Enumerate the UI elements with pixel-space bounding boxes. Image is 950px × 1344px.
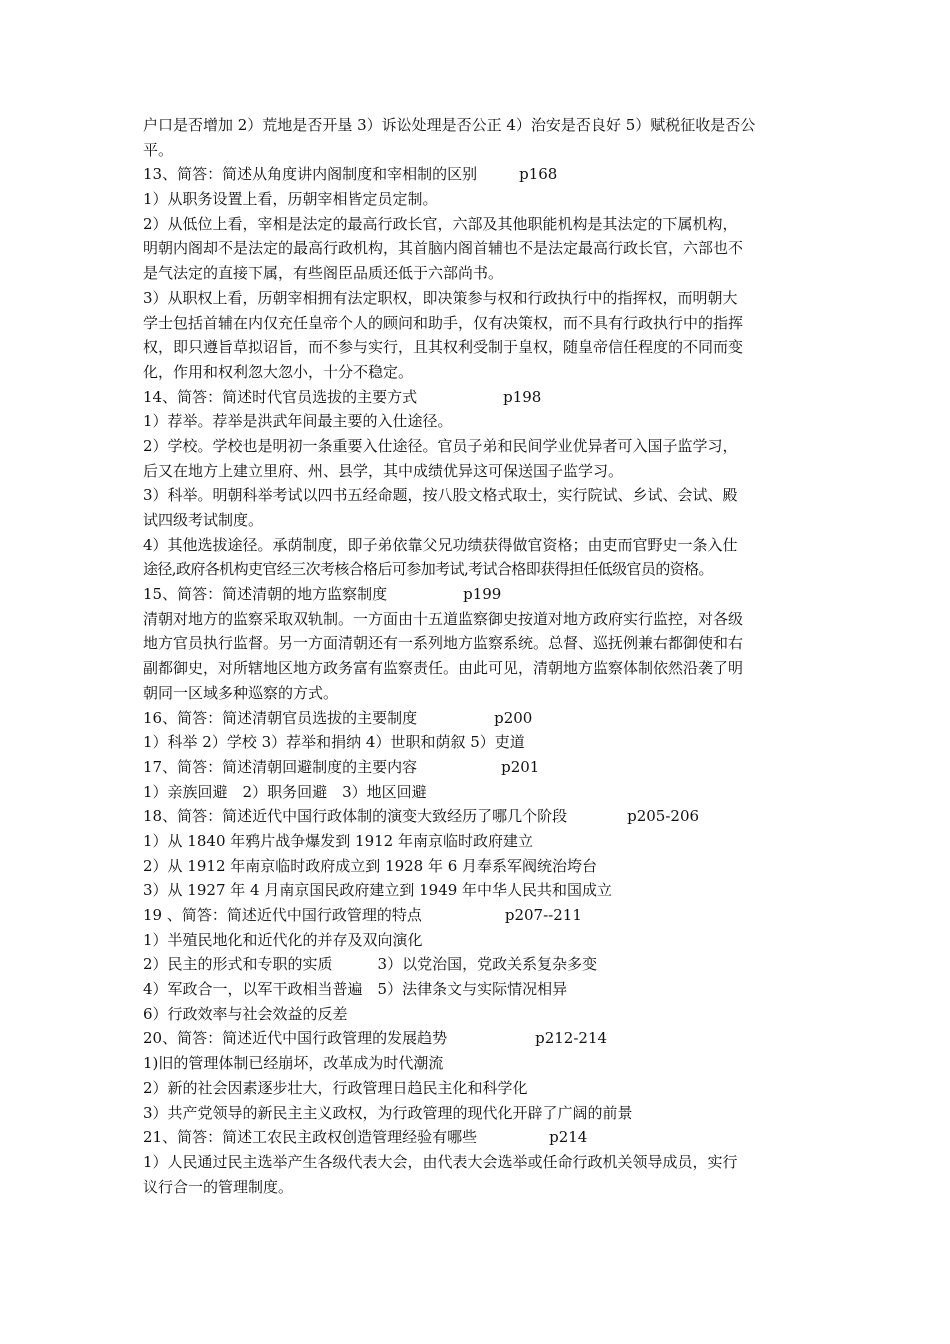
text-line <box>143 681 813 706</box>
question-text: 21、简答：简述工农民主政权创造管理经验有哪些 <box>143 1128 478 1147</box>
line-text: 4）其他选拔途径。承荫制度，即子弟依靠父兄功绩获得做官资格；由吏而官野史一条入仕 <box>143 535 738 554</box>
line-text: 副都御史，对所辖地区地方政务富有监察责任。由此可见，清朝地方监察体制依然沿袭了明 <box>143 659 744 678</box>
text-line <box>143 311 813 336</box>
question-heading <box>143 1026 813 1051</box>
text-line <box>143 533 813 558</box>
text-line <box>143 212 813 237</box>
line-text: 1）半殖民地化和近代化的并存及双向演化 <box>143 930 423 949</box>
page-reference: p199 <box>463 585 502 604</box>
text-line <box>143 483 813 508</box>
text-line <box>143 928 813 953</box>
line-text: 4）军政合一，以军干政相当普遍 5）法律条文与实际情况相异 <box>143 980 568 999</box>
question-heading <box>143 1125 813 1150</box>
line-text: 2）新的社会因素逐步壮大，行政管理日趋民主化和科学化 <box>143 1078 528 1097</box>
text-line <box>143 977 813 1002</box>
line-text: 权，即只遵旨草拟诏旨，而不参与实行，且其权利受制于皇权，随皇帝信任程度的不同而变 <box>143 338 744 357</box>
question-heading <box>143 804 813 829</box>
page-reference: p198 <box>503 387 542 406</box>
question-heading <box>143 385 813 410</box>
line-text: 明朝内阁却不是法定的最高行政机构，其首脑内阁首辅也不是法定最高行政长官，六部也不 <box>143 239 744 258</box>
text-line <box>143 187 813 212</box>
line-text: 后又在地方上建立里府、州、县学，其中成绩优异这可保送国子监学习。 <box>143 461 624 480</box>
line-text: 议行合一的管理制度。 <box>143 1177 294 1196</box>
line-text: 1）亲族回避 2）职务回避 3）地区回避 <box>143 782 427 801</box>
question-heading <box>143 755 813 780</box>
text-line <box>143 434 813 459</box>
page-reference: p214 <box>549 1128 588 1147</box>
line-text: 6）行政效率与社会效益的反差 <box>143 1004 348 1023</box>
text-line <box>143 730 813 755</box>
question-text: 17、简答：简述清朝回避制度的主要内容 <box>143 757 418 776</box>
line-text: 2）从 1912 年南京临时政府成立到 1928 年 6 月奉系军阀统治垮台 <box>143 856 598 875</box>
line-text: 化，作用和权利忽大忽小，十分不稳定。 <box>143 362 414 381</box>
text-line <box>143 1051 813 1076</box>
page-reference: p200 <box>494 708 533 727</box>
line-text: 清朝对地方的监察采取双轨制。一方面由十五道监察御史按道对地方政府实行监控，对各级 <box>143 609 744 628</box>
text-line <box>143 607 813 632</box>
text-line <box>143 1101 813 1126</box>
line-text: 平。 <box>143 140 174 159</box>
line-text: 1）从 1840 年鸦片战争爆发到 1912 年南京临时政府建立 <box>143 831 533 850</box>
question-text: 18、简答：简述近代中国行政体制的演变大致经历了哪几个阶段 <box>143 807 568 826</box>
text-line <box>143 1076 813 1101</box>
text-line <box>143 829 813 854</box>
page-reference: p168 <box>519 165 558 184</box>
line-text: 试四级考试制度。 <box>143 511 264 529</box>
question-heading <box>143 903 813 928</box>
line-text: 学士包括首辅在内仅充任皇帝个人的顾问和助手，仅有决策权，而不具有行政执行中的指挥 <box>143 313 744 332</box>
page-reference: p205-206 <box>627 807 700 826</box>
line-text: 1）科举 2）学校 3）荐举和捐纳 4）世职和荫叙 5）吏道 <box>143 733 525 752</box>
line-text: 1）从职务设置上看，历朝宰相皆定员定制。 <box>143 190 438 209</box>
text-line <box>143 557 813 582</box>
line-text: 是气法定的直接下属，有些阁臣品质还低于六部尚书。 <box>143 264 504 283</box>
line-text: 1)旧的管理体制已经崩坏，改革成为时代潮流 <box>143 1054 444 1073</box>
text-line <box>143 138 813 163</box>
question-text: 14、简答：简述时代官员选拔的主要方式 <box>143 387 418 406</box>
question-heading <box>143 582 813 607</box>
line-text: 3）从职权上看，历朝宰相拥有法定职权，即决策参与权和行政执行中的指挥权，而明朝大 <box>143 288 738 307</box>
text-line <box>143 236 813 261</box>
text-line <box>143 854 813 879</box>
document-page <box>143 113 813 1199</box>
text-line <box>143 113 813 138</box>
line-text: 地方官员执行监督。另一方面清朝还有一系列地方监察系统。总督、巡抚例兼右都御使和右 <box>143 634 744 653</box>
text-line <box>143 335 813 360</box>
text-line <box>143 409 813 434</box>
text-line <box>143 780 813 805</box>
line-text: 3）科举。明朝科举考试以四书五经命题，按八股文格式取士，实行院试、乡试、会试、殿 <box>143 486 738 505</box>
line-text: 途径,政府各机构吏官经三次考核合格后可参加考试,考试合格即获得担任低级官员的资格。 <box>143 560 713 579</box>
text-line <box>143 952 813 977</box>
text-line <box>143 508 813 533</box>
text-line <box>143 1002 813 1027</box>
line-text: 3）共产党领导的新民主主义政权，为行政管理的现代化开辟了广阔的前景 <box>143 1103 633 1122</box>
question-text: 19 、简答：简述近代中国行政管理的特点 <box>143 906 422 924</box>
page-reference: p201 <box>501 757 540 776</box>
text-line <box>143 360 813 385</box>
question-text: 16、简答：简述清朝官员选拔的主要制度 <box>143 708 418 727</box>
question-text: 13、简答：简述从角度讲内阁制度和宰相制的区别 <box>143 165 478 184</box>
text-line <box>143 459 813 484</box>
question-heading <box>143 706 813 731</box>
line-text: 1）荐举。荐举是洪武年间最主要的入仕途径。 <box>143 412 453 431</box>
line-text: 户口是否增加 2）荒地是否开垦 3）诉讼处理是否公正 4）治安是否良好 5）赋税征收是否公 <box>143 116 756 134</box>
line-text: 2）从低位上看，宰相是法定的最高行政长官，六部及其他职能机构是其法定的下属机构， <box>143 214 738 233</box>
question-text: 15、简答：简述清朝的地方监察制度 <box>143 585 388 604</box>
page-reference: p207--211 <box>504 906 582 924</box>
text-line <box>143 261 813 286</box>
line-text: 1）人民通过民主选举产生各级代表大会，由代表大会选举或任命行政机关领导成员，实行 <box>143 1152 738 1171</box>
text-line <box>143 656 813 681</box>
text-line <box>143 631 813 656</box>
text-line <box>143 878 813 903</box>
line-text: 2）民主的形式和专职的实质 3）以党治国，党政关系复杂多变 <box>143 955 598 974</box>
line-text: 3）从 1927 年 4 月南京国民政府建立到 1949 年中华人民共和国成立 <box>143 881 613 900</box>
line-text: 朝同一区域多种巡察的方式。 <box>143 683 339 702</box>
line-text: 2）学校。学校也是明初一条重要入仕途径。官员子弟和民间学业优异者可入国子监学习， <box>143 436 738 455</box>
question-heading <box>143 162 813 187</box>
text-line <box>143 1150 813 1175</box>
page-reference: p212-214 <box>535 1029 608 1048</box>
question-text: 20、简答：简述近代中国行政管理的发展趋势 <box>143 1029 448 1048</box>
text-line <box>143 1175 813 1200</box>
text-line <box>143 286 813 311</box>
